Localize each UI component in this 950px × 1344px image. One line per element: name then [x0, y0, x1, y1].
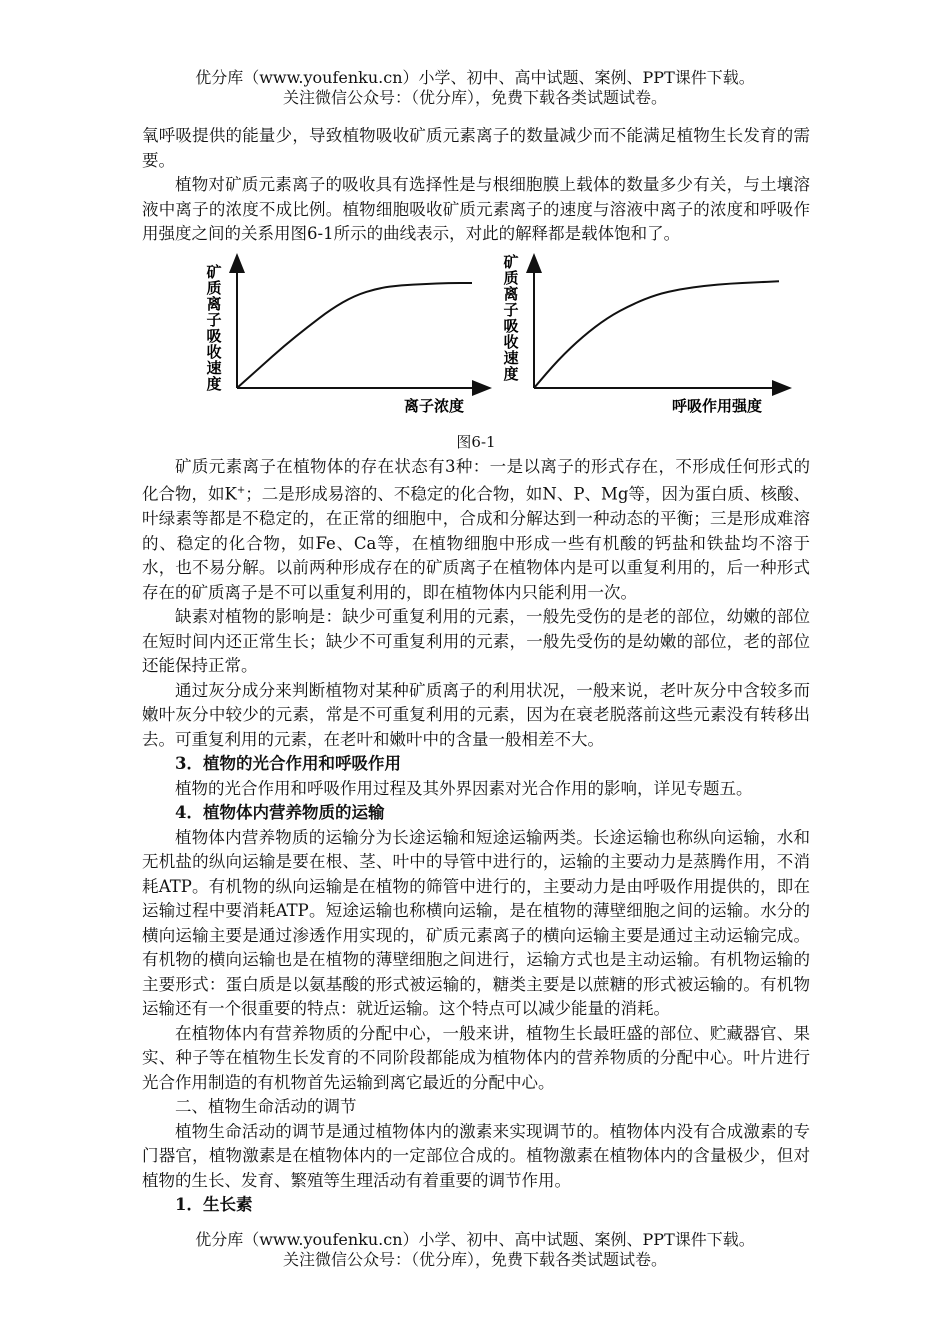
- header-line-1: 优分库（www.youfenku.cn）小学、初中、高中试题、案例、PPT课件下载。: [195, 68, 755, 87]
- heading-4: 4．植物体内营养物质的运输: [175, 803, 385, 822]
- y-axis-label-char: 矿: [206, 262, 222, 281]
- y-axis-label-char: 子: [206, 310, 222, 329]
- y-axis-label-char: 离: [503, 284, 519, 303]
- right-x-axis-label: 呼吸作用强度: [672, 396, 763, 415]
- y-axis-label-char: 度: [206, 374, 222, 393]
- footer-line-2: 关注微信公众号：（优分库），免费下载各类试题试卷。: [282, 1250, 667, 1269]
- left-x-axis-label: 离子浓度: [404, 396, 465, 415]
- paragraph-2: [142, 455, 810, 606]
- document-body: [142, 124, 810, 1218]
- y-axis-label-char: 离: [206, 294, 222, 313]
- paragraph-3: 缺素对植物的影响是：缺少可重复利用的元素，一般先受伤的是老的部位，幼嫩的部位在短时间内还正常生长；缺少不可重复利用的元素，一般先受伤的是幼嫩的部位，老的部位还能保持正常。: [142, 607, 810, 675]
- y-axis-label-char: 度: [503, 364, 519, 383]
- y-axis-label-char: 吸: [503, 316, 519, 335]
- paragraph-8: 植物生命活动的调节是通过植物体内的激素来实现调节的。植物体内没有合成激素的专门器官，植物激素是在植物体内的一定部位合成的。植物激素在植物体内的含量极少，但对植物的生长、发育、繁殖等生理活动有着重要的调节作用。: [142, 1121, 810, 1190]
- header-line-2: 关注微信公众号：（优分库），免费下载各类试题试卷。: [282, 88, 667, 107]
- paragraph-5: 植物的光合作用和呼吸作用过程及其外界因素对光合作用的影响，详见专题五。: [175, 778, 753, 798]
- y-axis-label-char: 吸: [206, 326, 222, 345]
- figure-caption: 图6-1: [456, 432, 496, 451]
- right-y-axis-label: [503, 253, 518, 383]
- y-axis-label-char: 速: [503, 348, 519, 367]
- left-series-line: [237, 283, 472, 388]
- page-header: [0, 68, 950, 108]
- y-axis-label-char: 速: [206, 358, 222, 377]
- paragraph-2-part-a: 矿质元素离子在植物体的存在状态有3种：一是以离子的形式存在，不形成任何形式的化合物，如K: [142, 456, 810, 504]
- right-chart: [503, 253, 782, 415]
- y-axis-label-char: 子: [503, 300, 519, 319]
- figure-svg: [142, 253, 810, 431]
- superscript-plus: +: [236, 485, 246, 496]
- page-footer: [0, 1230, 950, 1270]
- y-axis-label-char: 质: [503, 268, 519, 287]
- y-axis-label-char: 矿: [503, 252, 519, 271]
- left-chart: [206, 263, 482, 415]
- heading-3: 3．植物的光合作用和呼吸作用: [175, 754, 401, 773]
- paragraph-6: 植物体内营养物质的运输分为长途运输和短途运输两类。长途运输也称纵向运输，水和无机盐的纵向运输是要在根、茎、叶中的导管中进行的，运输的主要动力是蒸腾作用，不消耗ATP。有机物的纵向运输是在植物的筛管中进行的，主要动力是由呼吸作用提供的，即在运输过程中要消耗ATP。短途运输也称横向运输，是在植物的薄壁细胞之间的运输。水分的横向运输主要是通过渗透作用实现的，矿质元素离子的横向运输主要是通过主动运输完成。有机物的横向运输也是在植物的薄壁细胞之间进行，运输方式也是主动运输。有机物运输的主要形式：蛋白质是以氨基酸的形式被运输的，糖类主要是以蔗糖的形式被运输的。有机物运输还有一个很重要的特点：就近运输。这个特点可以减少能量的消耗。: [142, 827, 810, 1018]
- y-axis-label-char: 收: [503, 332, 519, 351]
- paragraph-0: 氧呼吸提供的能量少，导致植物吸收矿质元素离子的数量减少而不能满足植物生长发育的需要。: [142, 126, 810, 170]
- footer-line-1: 优分库（www.youfenku.cn）小学、初中、高中试题、案例、PPT课件下载。: [195, 1230, 755, 1249]
- figure-6-1: [142, 253, 810, 431]
- paragraph-2-part-b: ；二是形成易溶的、不稳定的化合物，如N、P、Mg等，因为蛋白质、核酸、叶绿素等都是不稳定的，在正常的细胞中，合成和分解达到一种动态的平衡；三是形成难溶的、稳定的化合物，如Fe、Ca等，在植物细胞中形成一些有机酸的钙盐和铁盐均不溶于水，也不易分解。以前两种形成存在的矿质离子在植物体内是可以重复利用的，后一种形式存在的矿质离子是不可以重复利用的，即在植物体内只能利用一次。: [142, 484, 811, 602]
- right-series-line: [534, 281, 779, 388]
- heading-1-auxin: 1．生长素: [175, 1195, 253, 1214]
- y-axis-label-char: 质: [206, 278, 222, 297]
- paragraph-4: 通过灰分成分来判断植物对某种矿质离子的利用状况，一般来说，老叶灰分中含较多而嫩叶灰分中较少的元素，常是不可重复利用的元素，因为在衰老脱落前这些元素没有转移出去。可重复利用的元素，在老叶和嫩叶中的含量一般相差不大。: [142, 680, 810, 749]
- paragraph-1: 植物对矿质元素离子的吸收具有选择性是与根细胞膜上载体的数量多少有关，与土壤溶液中离子的浓度不成比例。植物细胞吸收矿质元素离子的速度与溶液中离子的浓度和呼吸作用强度之间的关系用图6-1所示的曲线表示，对此的解释都是载体饱和了。: [142, 175, 810, 243]
- paragraph-7: 在植物体内有营养物质的分配中心，一般来讲，植物生长最旺盛的部位、贮藏器官、果实、种子等在植物生长发育的不同阶段都能成为植物体内的营养物质的分配中心。叶片进行光合作用制造的有机物首先运输到离它最近的分配中心。: [142, 1023, 810, 1092]
- left-y-axis-label: [206, 263, 221, 393]
- y-axis-label-char: 收: [206, 342, 222, 361]
- section-heading-2: 二、植物生命活动的调节: [175, 1097, 357, 1116]
